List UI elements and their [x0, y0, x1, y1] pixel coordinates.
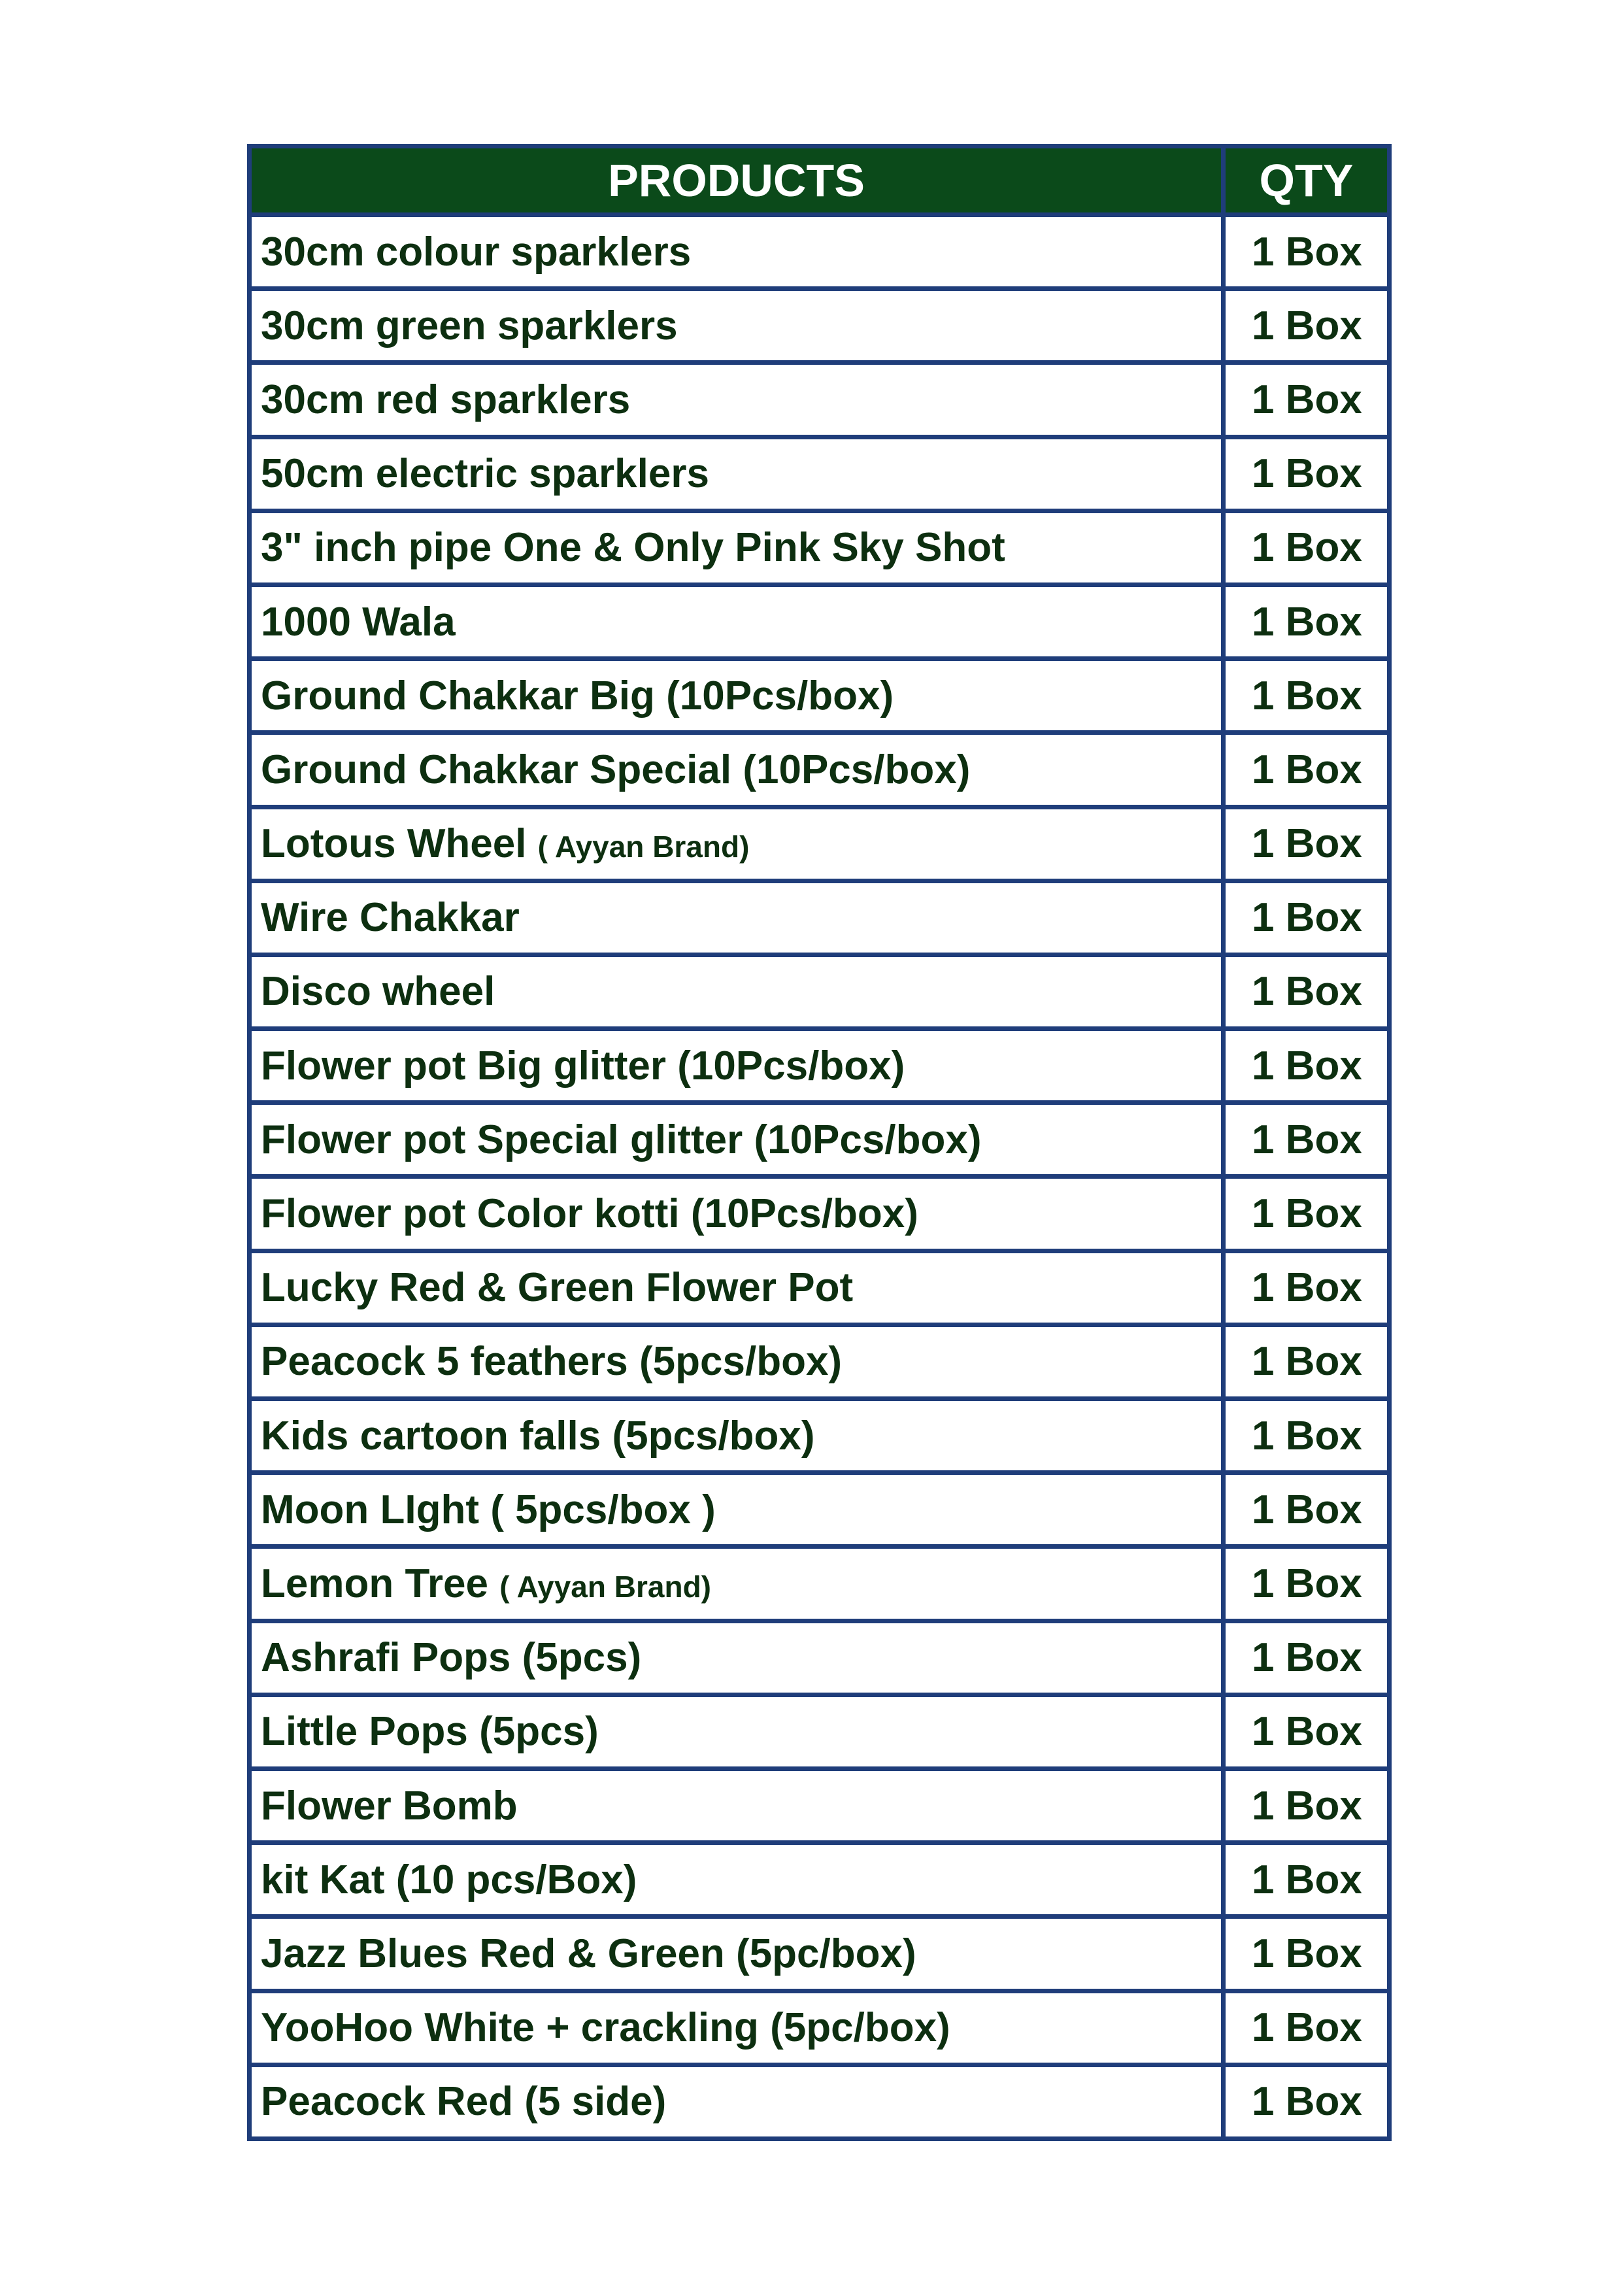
product-cell [250, 1621, 1224, 1695]
table-row [250, 733, 1390, 807]
qty-cell: 1 Box [1224, 363, 1390, 437]
product-cell [250, 1917, 1224, 1991]
table-row [250, 1251, 1390, 1325]
product-name: 1000 Wala [261, 599, 456, 645]
product-cell [250, 2065, 1224, 2138]
qty-cell: 1 Box [1224, 1917, 1390, 1991]
product-cell [250, 1547, 1224, 1621]
table-row [250, 215, 1390, 289]
qty-cell: 1 Box [1224, 1399, 1390, 1473]
qty-cell: 1 Box [1224, 584, 1390, 658]
product-name: Peacock Red (5 side) [261, 2079, 667, 2125]
products-table [247, 144, 1392, 2141]
qty-cell: 1 Box [1224, 437, 1390, 511]
qty-cell: 1 Box [1224, 1547, 1390, 1621]
qty-cell: 1 Box [1224, 1768, 1390, 1842]
brand-note: ( Ayyan Brand) [537, 830, 750, 864]
product-cell [250, 1103, 1224, 1177]
table-row [250, 363, 1390, 437]
product-name: 50cm electric sparklers [261, 451, 709, 497]
qty-cell: 1 Box [1224, 1473, 1390, 1547]
table-row [250, 511, 1390, 584]
product-name: Moon LIght ( 5pcs/box ) [261, 1487, 716, 1532]
qty-column-header: QTY [1224, 146, 1390, 215]
qty-cell: 1 Box [1224, 511, 1390, 584]
product-cell [250, 1843, 1224, 1917]
product-name: Little Pops (5pcs) [261, 1709, 599, 1755]
qty-cell: 1 Box [1224, 1103, 1390, 1177]
qty-cell: 1 Box [1224, 1177, 1390, 1251]
table-row [250, 659, 1390, 733]
product-cell [250, 1029, 1224, 1103]
table-row [250, 807, 1390, 881]
table-body [250, 215, 1390, 2139]
product-name: Ashrafi Pops (5pcs) [261, 1635, 642, 1681]
product-cell [250, 363, 1224, 437]
product-cell [250, 1399, 1224, 1473]
qty-cell: 1 Box [1224, 954, 1390, 1028]
qty-cell: 1 Box [1224, 2065, 1390, 2138]
product-name: 3" inch pipe One & Only Pink Sky Shot [261, 525, 1005, 571]
qty-cell: 1 Box [1224, 1029, 1390, 1103]
table-row [250, 437, 1390, 511]
product-name: 30cm colour sparklers [261, 229, 692, 275]
product-cell [250, 807, 1224, 881]
product-name: Flower pot Special glitter (10Pcs/box) [261, 1117, 982, 1162]
qty-cell: 1 Box [1224, 881, 1390, 954]
table-header-row [250, 146, 1390, 215]
product-name: Peacock 5 feathers (5pcs/box) [261, 1339, 843, 1385]
product-name: 30cm red sparklers [261, 377, 631, 422]
table-row [250, 954, 1390, 1028]
qty-cell: 1 Box [1224, 733, 1390, 807]
product-cell [250, 1473, 1224, 1547]
table-row [250, 1991, 1390, 2065]
brand-note: ( Ayyan Brand) [499, 1569, 711, 1604]
product-cell [250, 881, 1224, 954]
table-row [250, 1621, 1390, 1695]
qty-cell: 1 Box [1224, 1621, 1390, 1695]
table-row [250, 1177, 1390, 1251]
product-cell [250, 511, 1224, 584]
qty-cell: 1 Box [1224, 1251, 1390, 1325]
table-row [250, 584, 1390, 658]
qty-cell: 1 Box [1224, 289, 1390, 363]
product-cell [250, 1991, 1224, 2065]
table-row [250, 1029, 1390, 1103]
table-row [250, 1399, 1390, 1473]
product-name: Lemon Tree [261, 1561, 488, 1606]
product-name: Flower pot Big glitter (10Pcs/box) [261, 1043, 905, 1089]
product-name: Jazz Blues Red & Green (5pc/box) [261, 1931, 916, 1976]
product-name: Flower Bomb [261, 1783, 518, 1829]
table-row [250, 1103, 1390, 1177]
product-name: kit Kat (10 pcs/Box) [261, 1857, 637, 1902]
table-row [250, 1473, 1390, 1547]
product-name: Lucky Red & Green Flower Pot [261, 1265, 854, 1311]
qty-cell: 1 Box [1224, 215, 1390, 289]
table-row [250, 1917, 1390, 1991]
product-cell [250, 215, 1224, 289]
table-row [250, 881, 1390, 954]
product-name: Lotous Wheel [261, 821, 527, 867]
qty-cell: 1 Box [1224, 1991, 1390, 2065]
product-name: 30cm green sparklers [261, 303, 678, 348]
product-name: Disco wheel [261, 969, 495, 1015]
table-row [250, 1695, 1390, 1768]
product-name: Wire Chakkar [261, 895, 520, 941]
table-row [250, 1843, 1390, 1917]
table-row [250, 1547, 1390, 1621]
product-cell [250, 1325, 1224, 1398]
product-name: Ground Chakkar Big (10Pcs/box) [261, 673, 894, 718]
product-name: Flower pot Color kotti (10Pcs/box) [261, 1191, 918, 1237]
product-name: Kids cartoon falls (5pcs/box) [261, 1413, 815, 1459]
product-cell [250, 437, 1224, 511]
product-name: YooHoo White + crackling (5pc/box) [261, 2005, 950, 2051]
product-cell [250, 1177, 1224, 1251]
table-row [250, 1325, 1390, 1398]
table-row [250, 2065, 1390, 2138]
product-name: Ground Chakkar Special (10Pcs/box) [261, 747, 971, 792]
qty-cell: 1 Box [1224, 807, 1390, 881]
product-cell [250, 1768, 1224, 1842]
product-cell [250, 289, 1224, 363]
product-cell [250, 1251, 1224, 1325]
qty-cell: 1 Box [1224, 1325, 1390, 1398]
table-row [250, 289, 1390, 363]
qty-cell: 1 Box [1224, 1843, 1390, 1917]
products-column-header: PRODUCTS [250, 146, 1224, 215]
product-cell [250, 733, 1224, 807]
qty-cell: 1 Box [1224, 1695, 1390, 1768]
product-cell [250, 659, 1224, 733]
product-cell [250, 584, 1224, 658]
product-cell [250, 1695, 1224, 1768]
qty-cell: 1 Box [1224, 659, 1390, 733]
table-row [250, 1768, 1390, 1842]
product-cell [250, 954, 1224, 1028]
